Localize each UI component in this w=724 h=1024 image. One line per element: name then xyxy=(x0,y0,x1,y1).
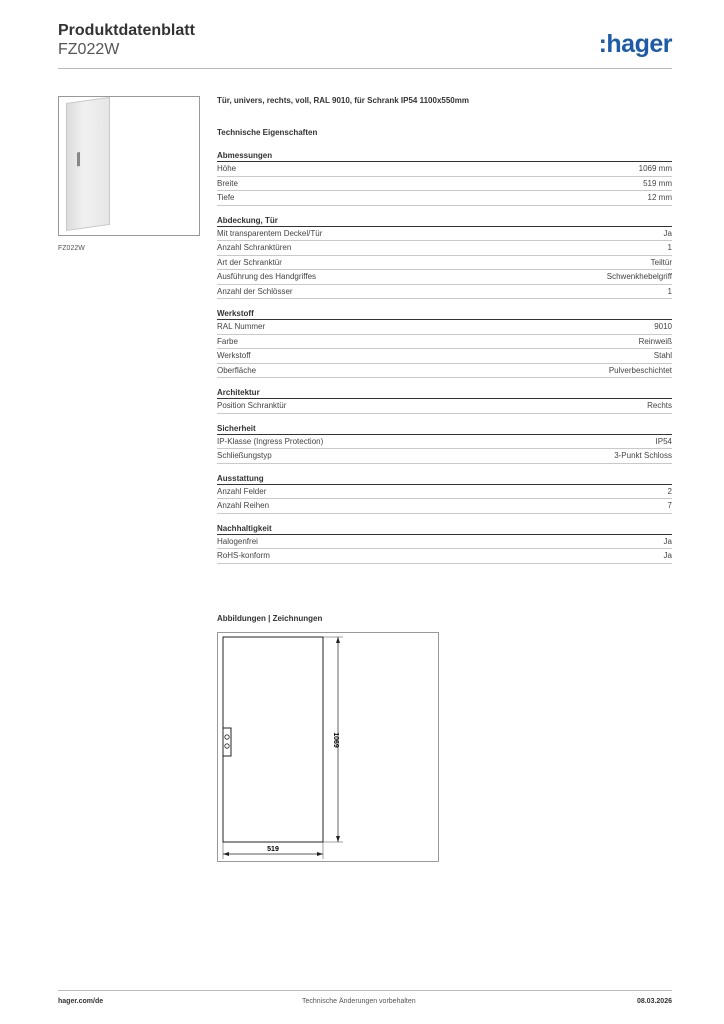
spec-value: Teiltür xyxy=(650,257,672,267)
spec-row xyxy=(217,364,672,379)
spec-row xyxy=(217,549,672,564)
spec-row xyxy=(217,177,672,192)
spec-value: 519 mm xyxy=(643,178,672,188)
spec-label: Oberfläche xyxy=(217,365,257,375)
spec-label: Anzahl der Schlösser xyxy=(217,286,293,296)
width-dimension-label: 519 xyxy=(267,846,279,853)
spec-value: 3-Punkt Schloss xyxy=(614,451,672,460)
spec-row xyxy=(217,162,672,177)
spec-row xyxy=(217,320,672,335)
product-description: Tür, univers, rechts, voll, RAL 9010, für Schrank IP54 1100x550mm xyxy=(217,96,469,105)
spec-label: Breite xyxy=(217,178,238,188)
spec-label: Anzahl Felder xyxy=(217,486,267,496)
spec-row xyxy=(217,241,672,256)
spec-value: Ja xyxy=(663,228,672,238)
spec-label: IP-Klasse (Ingress Protection) xyxy=(217,436,324,446)
spec-value: 9010 xyxy=(654,322,672,331)
spec-row xyxy=(217,256,672,271)
spec-row xyxy=(217,485,672,500)
logo-text: hager xyxy=(606,30,672,58)
spec-value: Schwenkhebelgriff xyxy=(606,272,672,281)
footer-divider xyxy=(58,990,672,991)
spec-sections xyxy=(217,150,672,564)
section-heading: Abmessungen xyxy=(217,150,672,162)
section-heading: Werkstoff xyxy=(217,308,672,320)
height-arrow-top xyxy=(336,637,340,643)
spec-label: RAL Nummer xyxy=(217,322,266,331)
section-heading: Abdeckung, Tür xyxy=(217,215,672,227)
spec-value: 12 mm xyxy=(647,193,672,202)
spec-label: Art der Schranktür xyxy=(217,257,282,267)
drawing-svg xyxy=(218,633,440,863)
door-image xyxy=(66,97,110,231)
footer-disclaimer: Technische Änderungen vorbehalten xyxy=(302,998,416,1005)
spec-value: 1069 mm xyxy=(638,164,672,173)
spec-row xyxy=(217,349,672,364)
height-dimension-label: 1069 xyxy=(332,732,339,748)
header-divider xyxy=(58,68,672,69)
spec-label: Farbe xyxy=(217,336,238,346)
product-code: FZ022W xyxy=(58,41,120,58)
figures-title: Abbildungen | Zeichnungen xyxy=(217,614,323,623)
spec-label: Anzahl Schranktüren xyxy=(217,243,292,252)
spec-row xyxy=(217,499,672,514)
product-image-caption: FZ022W xyxy=(58,245,85,252)
hager-logo: :hager xyxy=(598,30,672,58)
door-handle-image xyxy=(77,152,80,166)
spec-value: Ja xyxy=(663,536,672,546)
spec-row xyxy=(217,270,672,285)
document-header xyxy=(58,22,195,59)
technical-properties-title: Technische Eigenschaften xyxy=(217,128,318,137)
footer-date: 08.03.2026 xyxy=(636,998,672,1005)
document-title: Produktdatenblatt xyxy=(58,22,195,39)
spec-value: 7 xyxy=(667,501,672,510)
spec-row xyxy=(217,449,672,464)
product-image xyxy=(58,96,200,236)
spec-value: Reinweiß xyxy=(638,336,672,346)
spec-value: 1 xyxy=(667,243,672,252)
spec-row xyxy=(217,535,672,550)
spec-value: Ja xyxy=(663,551,672,560)
width-arrow-left xyxy=(223,852,229,856)
spec-label: Anzahl Reihen xyxy=(217,501,270,510)
spec-label: Ausführung des Handgriffes xyxy=(217,272,317,281)
spec-label: Werkstoff xyxy=(217,351,251,360)
spec-value: Pulverbeschichtet xyxy=(608,365,672,375)
spec-label: RoHS-konform xyxy=(217,551,270,560)
product-specs xyxy=(217,96,672,564)
spec-row xyxy=(217,399,672,414)
spec-label: Position Schranktür xyxy=(217,401,287,410)
spec-label: Tiefe xyxy=(217,193,235,202)
spec-label: Mit transparentem Deckel/Tür xyxy=(217,228,323,238)
lock-housing xyxy=(223,728,231,756)
height-arrow-bottom xyxy=(336,836,340,842)
spec-row xyxy=(217,227,672,242)
technical-drawing xyxy=(217,632,439,862)
section-heading: Sicherheit xyxy=(217,423,672,435)
spec-row xyxy=(217,285,672,300)
spec-row xyxy=(217,435,672,450)
spec-label: Schließungstyp xyxy=(217,451,272,460)
spec-value: Stahl xyxy=(653,351,672,360)
spec-value: 2 xyxy=(667,486,672,496)
width-arrow-right xyxy=(317,852,323,856)
spec-label: Höhe xyxy=(217,164,237,173)
door-outline xyxy=(223,637,323,842)
spec-value: Rechts xyxy=(647,401,672,410)
spec-row xyxy=(217,335,672,350)
spec-value: 1 xyxy=(667,286,672,296)
footer-website-link[interactable]: hager.com/de xyxy=(58,998,104,1005)
section-heading: Nachhaltigkeit xyxy=(217,523,672,535)
section-heading: Ausstattung xyxy=(217,473,672,485)
section-heading: Architektur xyxy=(217,387,672,399)
spec-row xyxy=(217,191,672,206)
spec-label: Halogenfrei xyxy=(217,536,258,546)
spec-value: IP54 xyxy=(655,436,672,446)
